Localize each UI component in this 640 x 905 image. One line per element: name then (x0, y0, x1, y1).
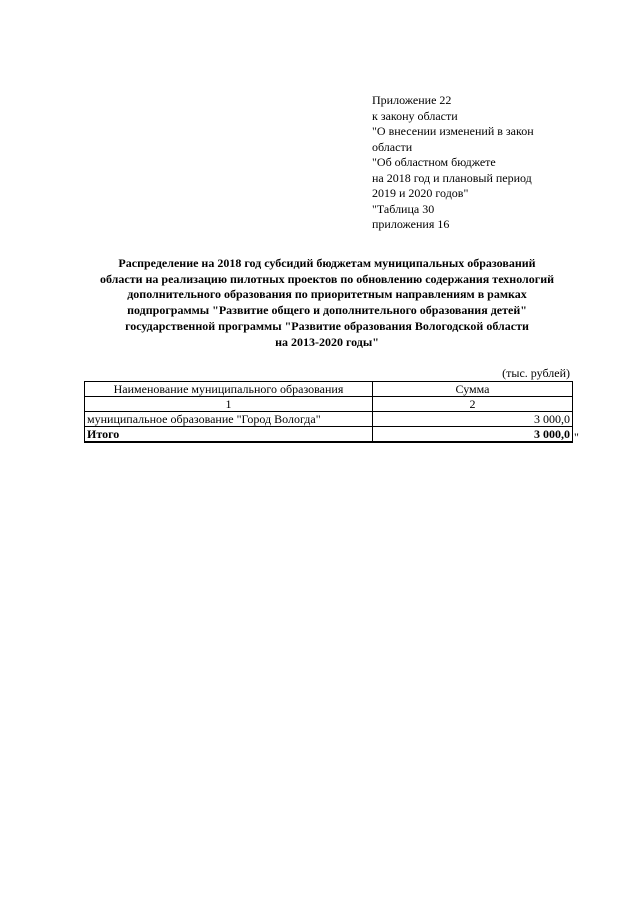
total-amount: 3 000,0 (373, 427, 573, 443)
title-line: дополнительного образования по приоритетным направлениям в рамках (127, 287, 527, 302)
title-line: области на реализацию пилотных проектов по обновлению содержания технологий (99, 271, 555, 286)
table-header-row (85, 382, 573, 397)
closing-quote: " (574, 430, 579, 444)
appendix-line: Приложение 22 (372, 93, 452, 107)
municipality-name: муниципальное образование "Город Вологда" (85, 412, 373, 427)
table-number-row (85, 397, 573, 412)
document-title (70, 256, 584, 350)
appendix-line: 2019 и 2020 годов" (372, 186, 469, 200)
title-line: подпрограммы "Развитие общего и дополнительного образования детей" (127, 303, 527, 318)
distribution-table (84, 381, 573, 443)
title-line: Распределение на 2018 год субсидий бюджетам муниципальных образований (118, 256, 536, 270)
appendix-line: "Об областном бюджете (372, 155, 496, 169)
total-label: Итого (85, 427, 373, 443)
appendix-line: на 2018 год и плановый период (372, 170, 532, 185)
header-amount: Сумма (373, 382, 573, 397)
column-number-1: 1 (85, 397, 373, 412)
header-name: Наименование муниципального образования (85, 382, 373, 397)
table-total-row (85, 427, 573, 443)
title-line: на 2013-2020 годы" (275, 334, 379, 349)
appendix-header (372, 93, 572, 233)
appendix-line: "О внесении изменений в закон (372, 124, 534, 138)
appendix-line: области (372, 139, 413, 154)
units-label: (тыс. рублей) (502, 366, 570, 380)
appendix-line: приложения 16 (372, 217, 450, 231)
appendix-line: "Таблица 30 (372, 201, 435, 216)
appendix-line: к закону области (372, 108, 458, 123)
column-number-2: 2 (373, 397, 573, 412)
municipality-amount: 3 000,0 (373, 412, 573, 427)
table-row (85, 412, 573, 427)
title-line: государственной программы "Развитие образования Вологодской области (125, 318, 529, 333)
